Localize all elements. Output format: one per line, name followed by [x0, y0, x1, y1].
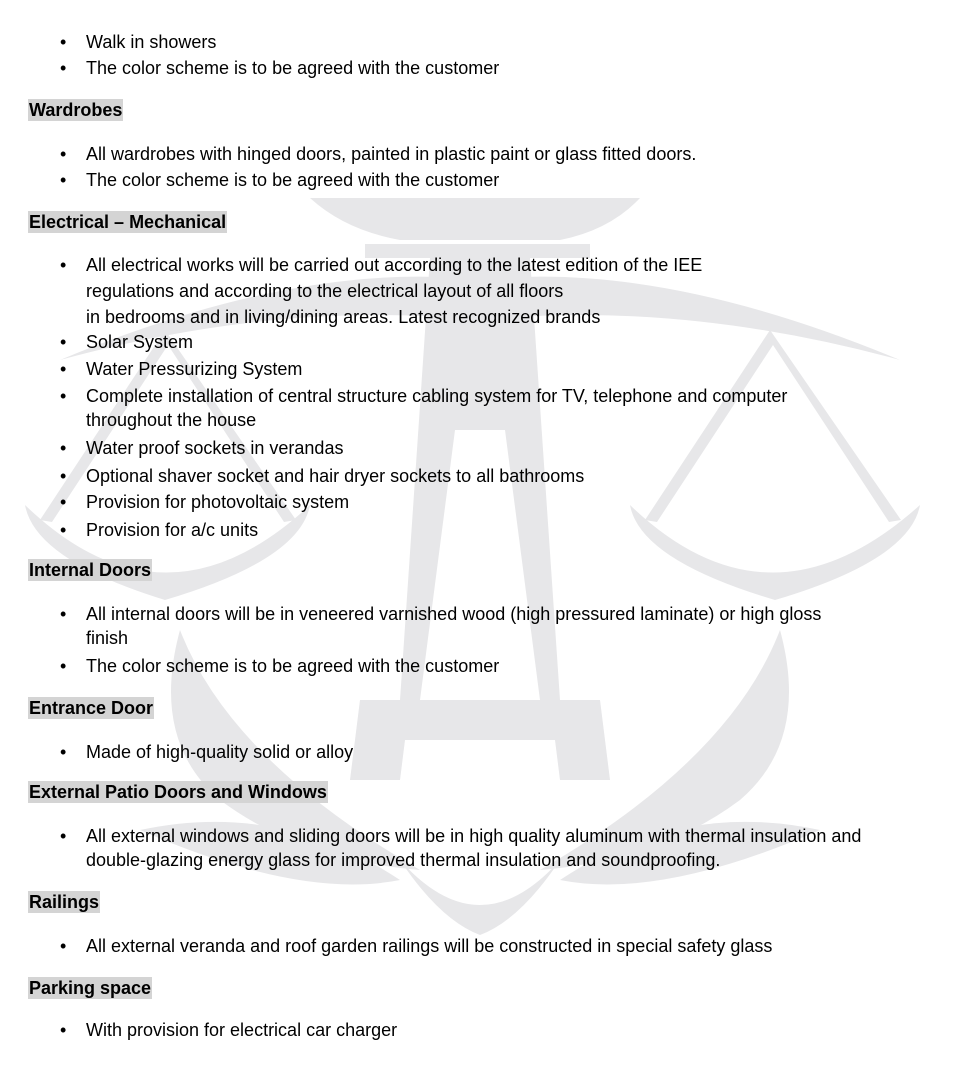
bullet-icon: •	[60, 656, 67, 676]
list-item: • Water Pressurizing System	[60, 359, 303, 379]
bullet-icon: •	[60, 520, 67, 540]
bullet-icon: •	[60, 58, 67, 78]
list-item: • All wardrobes with hinged doors, painted in plastic paint or glass fitted doors.	[60, 144, 697, 164]
bullet-icon: •	[60, 604, 67, 624]
list-item: • The color scheme is to be agreed with the customer	[60, 656, 500, 676]
bullet-icon: •	[60, 936, 67, 956]
list-item: • Optional shaver socket and hair dryer sockets to all bathrooms	[60, 466, 585, 486]
section-heading-electrical-mechanical: Electrical – Mechanical	[29, 212, 227, 232]
bullet-icon: •	[60, 255, 67, 275]
bullet-icon: •	[60, 144, 67, 164]
bullet-icon: •	[60, 1020, 67, 1040]
list-item: • All external windows and sliding doors will be in high quality aluminum with thermal insulation and double-glazing energy glass for improved thermal insulation and soundproofing.	[60, 826, 862, 870]
bullet-icon: •	[60, 386, 67, 406]
section-heading-internal-doors: Internal Doors	[29, 560, 152, 580]
bullet-icon: •	[60, 742, 67, 762]
bullet-icon: •	[60, 32, 67, 52]
list-item: • All external veranda and roof garden railings will be constructed in special safety glass	[60, 936, 773, 956]
list-item: • Provision for photovoltaic system	[60, 492, 350, 512]
section-heading-external-patio-doors-windows: External Patio Doors and Windows	[29, 782, 327, 802]
bullet-icon: •	[60, 826, 67, 846]
list-item: • Provision for a/c units	[60, 520, 259, 540]
bullet-icon: •	[60, 438, 67, 458]
list-item: • All electrical works will be carried out according to the latest edition of the IEE regulations and according to the electrical layout of all floors in bedrooms and in living/dining areas. Latest recognized brands	[86, 252, 936, 330]
list-item: • All internal doors will be in veneered varnished wood (high pressured laminate) or high gloss finish	[60, 604, 822, 648]
section-heading-wardrobes: Wardrobes	[29, 100, 123, 120]
bullet-icon: •	[60, 466, 67, 486]
section-heading-entrance-door: Entrance Door	[29, 698, 154, 718]
list-item: • Made of high-quality solid or alloy	[60, 742, 354, 762]
bullet-icon: •	[60, 359, 67, 379]
section-heading-parking-space: Parking space	[29, 978, 152, 998]
list-item: • The color scheme is to be agreed with the customer	[60, 58, 500, 78]
list-item: • Complete installation of central structure cabling system for TV, telephone and computer throughout the house	[60, 386, 788, 430]
list-item: • The color scheme is to be agreed with the customer	[60, 170, 500, 190]
list-item: • With provision for electrical car charger	[60, 1020, 398, 1040]
list-item: • Water proof sockets in verandas	[60, 438, 344, 458]
list-item: • Solar System	[60, 332, 194, 352]
section-heading-railings: Railings	[29, 892, 100, 912]
bullet-icon: •	[60, 170, 67, 190]
pillar-capital-shape	[310, 198, 640, 240]
bullet-icon: •	[60, 332, 67, 352]
list-item: • Walk in showers	[60, 32, 217, 52]
bullet-icon: •	[60, 492, 67, 512]
